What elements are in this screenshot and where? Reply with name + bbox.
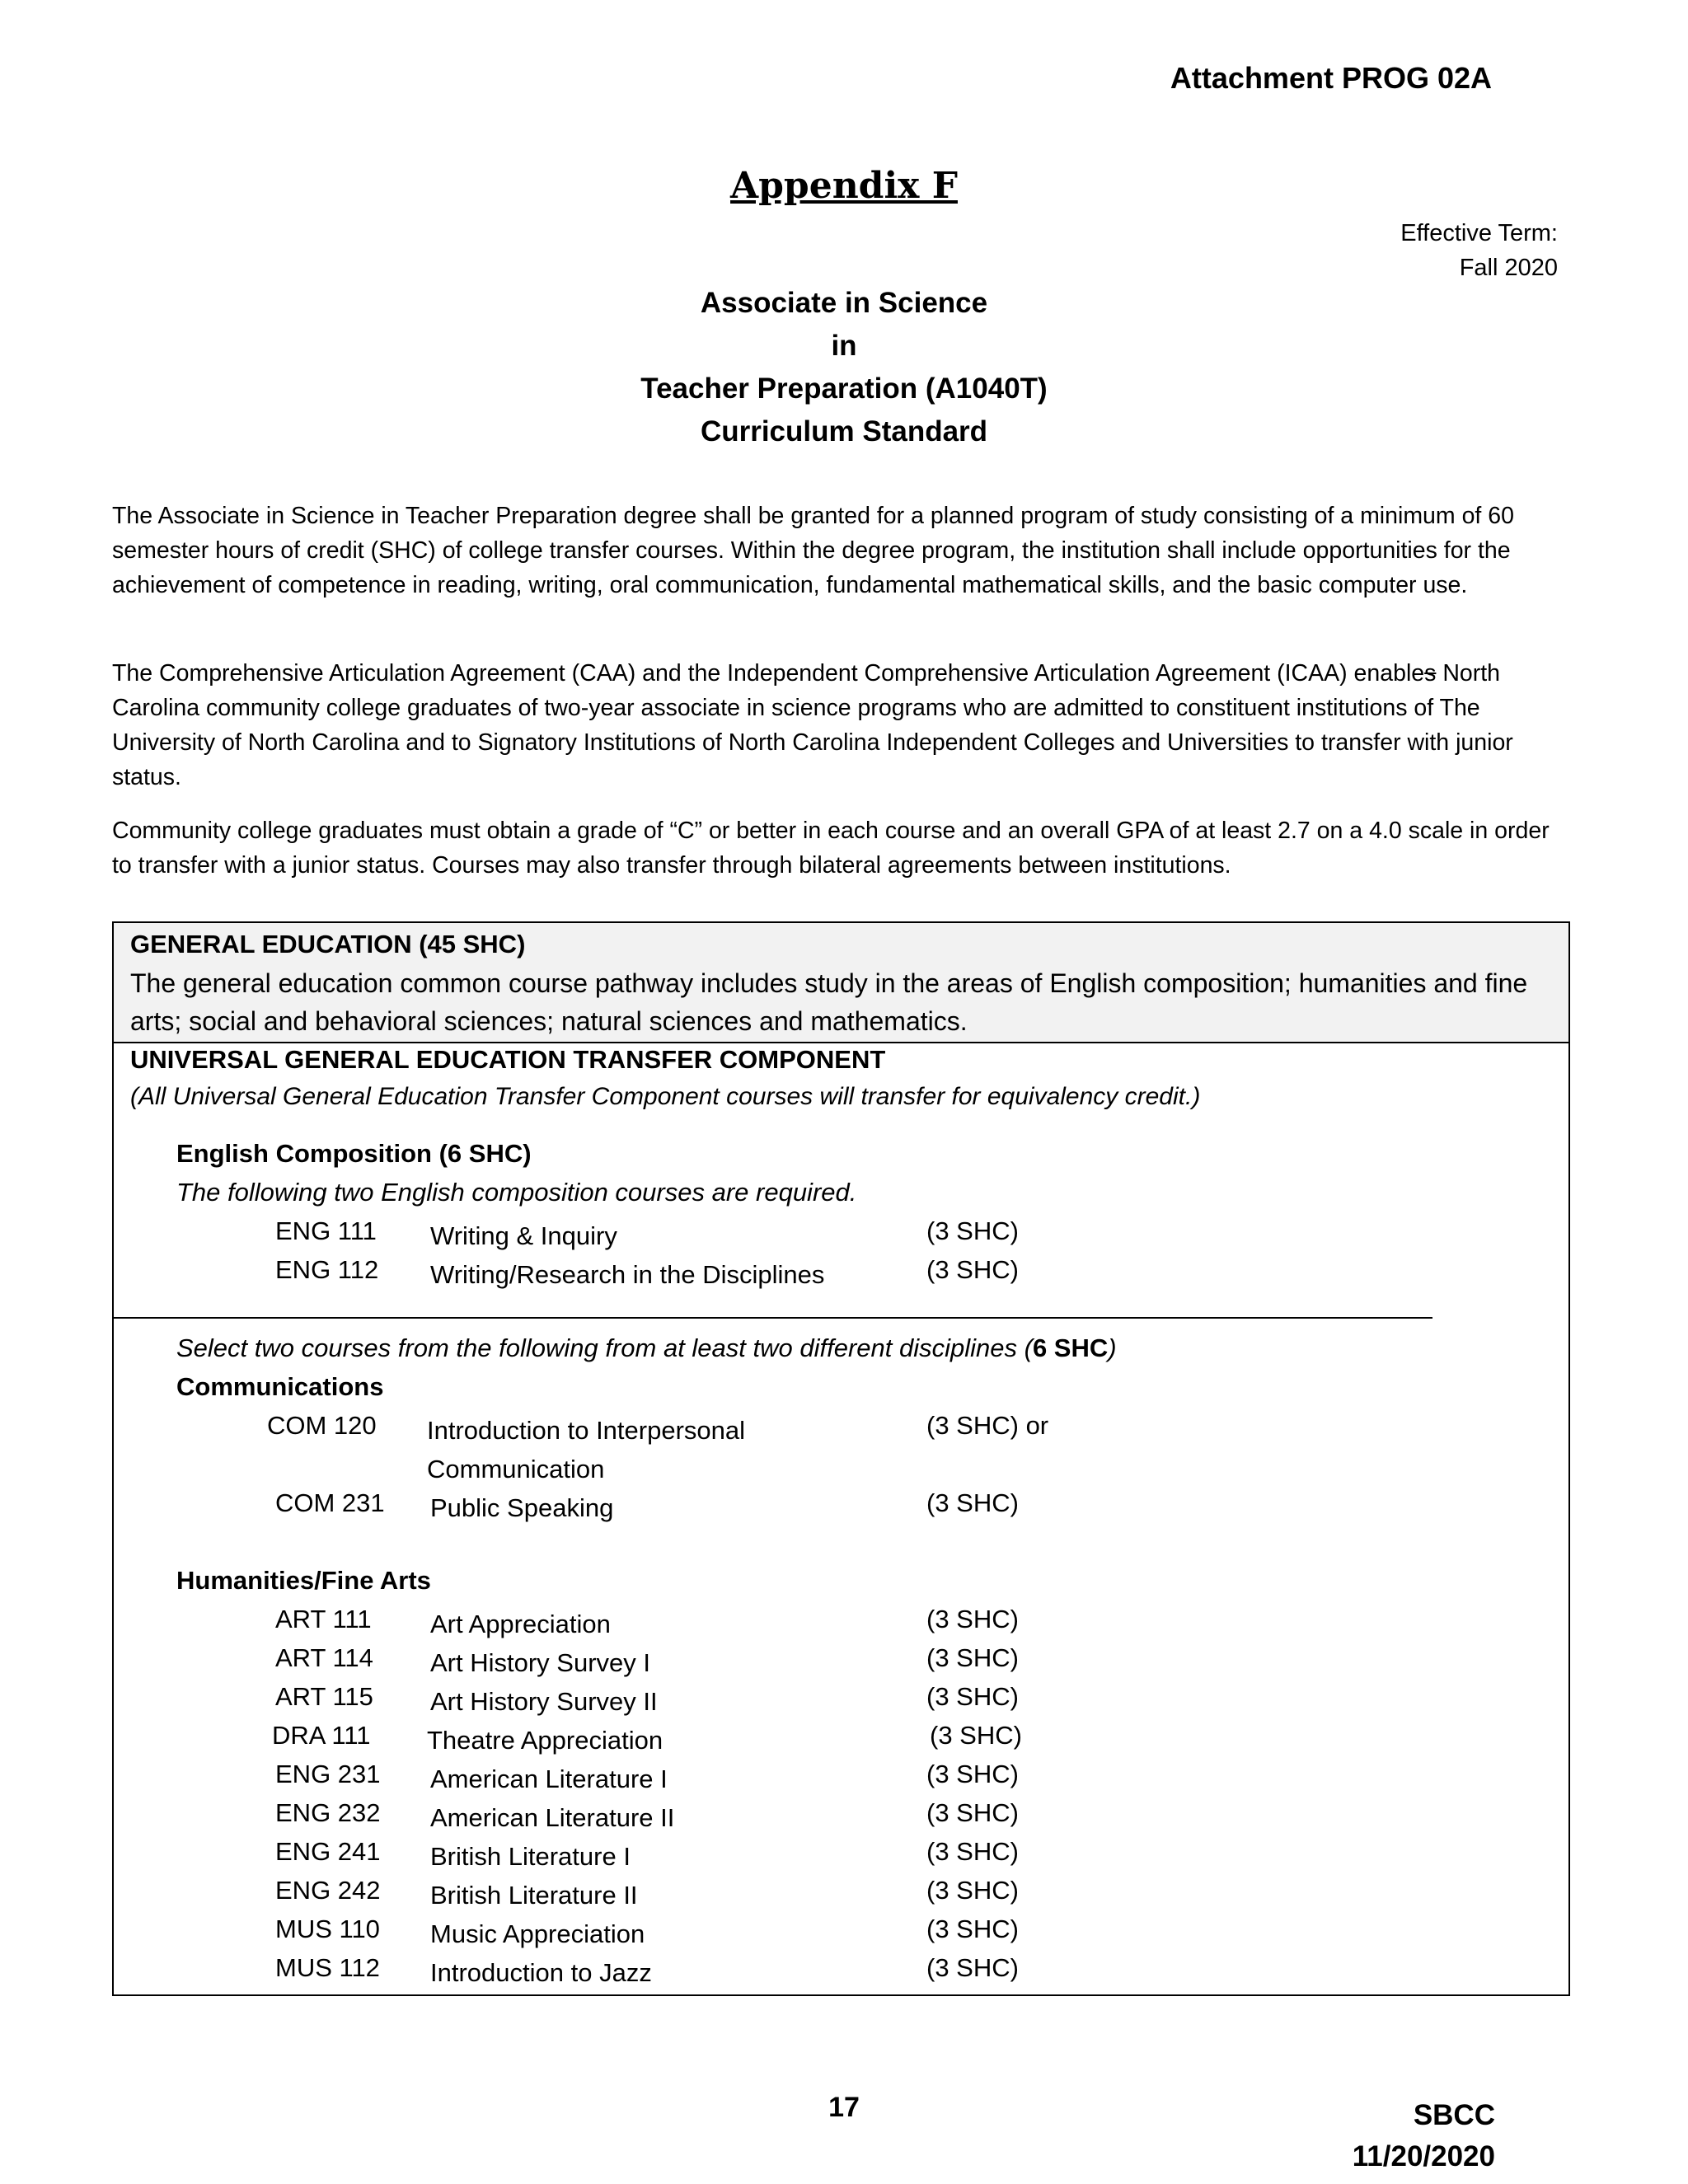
general-education-header <box>114 923 1568 1043</box>
humanities-title: Humanities/Fine Arts <box>176 1566 431 1595</box>
intro-paragraph-2-rest: North Carolina community college graduates of two-year associate in science programs who are admitted to constituent institutions of The University of North Carolina and to Signatory Institutions of North Carolina Independent Colleges and Universities to transfer with junior status. <box>112 660 1513 790</box>
course-code: ENG 112 <box>275 1255 379 1284</box>
course-name: American Literature II <box>430 1803 675 1832</box>
title-line-2: in <box>831 330 857 362</box>
course-name: British Literature I <box>430 1842 631 1871</box>
footer-date: 11/20/2020 <box>1352 2140 1495 2172</box>
intro-paragraph-3: Community college graduates must obtain a grade of “C” or better in each course and an overall GPA of at least 2.7 on a 4.0 scale in order to transfer with a junior status. Courses may also transfer through bilateral agreements between institutions. <box>112 818 1550 879</box>
course-code: ART 115 <box>275 1682 373 1711</box>
select-note-close: ) <box>1108 1333 1117 1362</box>
course-row <box>114 1411 1564 1483</box>
struck-text: s <box>1424 660 1437 687</box>
course-credit: (3 SHC) <box>926 1915 1019 1943</box>
effective-term <box>1236 216 1558 285</box>
course-credit: (3 SHC) <box>926 1760 1019 1788</box>
course-row <box>114 1488 1564 1526</box>
course-credit: (3 SHC) or <box>926 1411 1049 1440</box>
course-credit: (3 SHC) <box>926 1953 1019 1982</box>
course-code: COM 231 <box>275 1488 385 1517</box>
title-line-3: Teacher Preparation (A1040T) <box>640 373 1048 405</box>
course-row <box>114 1643 1564 1681</box>
document-title <box>0 282 1688 453</box>
universal-component-title: UNIVERSAL GENERAL EDUCATION TRANSFER COMPONENT <box>130 1045 886 1074</box>
course-row <box>114 1721 1564 1759</box>
title-line-1: Associate in Science <box>700 287 988 319</box>
intro-paragraph-2 <box>112 656 1563 794</box>
course-name: British Literature II <box>430 1881 638 1910</box>
course-code: DRA 111 <box>272 1721 371 1750</box>
course-row <box>114 1953 1564 1991</box>
course-row <box>114 1605 1564 1643</box>
general-education-description: The general education common course pathway includes study in the areas of English composition; humanities and fine arts; social and behavioral sciences; natural sciences and mathematics. <box>130 968 1528 1036</box>
course-name: Art History Survey I <box>430 1648 650 1677</box>
course-credit: (3 SHC) <box>926 1876 1019 1905</box>
english-composition-title: English Composition (6 SHC) <box>176 1139 532 1168</box>
course-credit: (3 SHC) <box>926 1682 1019 1711</box>
course-credit: (3 SHC) <box>926 1798 1019 1827</box>
course-code: MUS 112 <box>275 1953 380 1982</box>
course-name: Art Appreciation <box>430 1610 611 1638</box>
general-education-table <box>112 921 1570 1996</box>
course-row <box>114 1255 1564 1293</box>
select-courses-note <box>176 1333 1117 1363</box>
course-row <box>114 1760 1564 1797</box>
course-code: ENG 231 <box>275 1760 381 1788</box>
course-code: COM 120 <box>267 1411 377 1440</box>
intro-paragraph-1: The Associate in Science in Teacher Preparation degree shall be granted for a planned program of study consisting of a minimum of 60 semester hours of credit (SHC) of college transfer courses. Within the degree program, the institution shall include opportunities for the achievement of competence in reading, writing, oral communication, fundamental mathematical skills, and the basic computer use. <box>112 503 1514 598</box>
english-composition-note: The following two English composition courses are required. <box>176 1178 857 1207</box>
course-credit: (3 SHC) <box>926 1216 1019 1245</box>
course-code: MUS 110 <box>275 1915 380 1943</box>
course-name: Introduction to Jazz <box>430 1958 652 1987</box>
intro-paragraph-2-text: The Comprehensive Articulation Agreement (CAA) and the Independent Comprehensive Articulation Agreement (ICAA) enable <box>112 660 1425 687</box>
section-divider <box>114 1317 1432 1319</box>
course-name: Art History Survey II <box>430 1687 658 1716</box>
footer-org: SBCC <box>1413 2099 1495 2131</box>
course-credit: (3 SHC) <box>926 1255 1019 1284</box>
course-row <box>114 1915 1564 1952</box>
universal-component-note: (All Universal General Education Transfer Component courses will transfer for equivalency credit.) <box>130 1083 1201 1110</box>
course-row <box>114 1798 1564 1836</box>
select-note-shc: 6 SHC <box>1032 1333 1109 1362</box>
footer-stamp <box>1236 2095 1495 2177</box>
course-code: ENG 242 <box>275 1876 381 1905</box>
course-code: ENG 232 <box>275 1798 381 1827</box>
communications-title: Communications <box>176 1372 384 1401</box>
course-row <box>114 1876 1564 1914</box>
course-credit: (3 SHC) <box>930 1721 1022 1750</box>
select-note-text: Select two courses from the following from at least two different disciplines ( <box>176 1333 1033 1362</box>
effective-term-label: Effective Term: <box>1400 220 1558 246</box>
course-credit: (3 SHC) <box>926 1643 1019 1672</box>
general-education-title: GENERAL EDUCATION (45 SHC) <box>130 930 526 958</box>
course-code: ART 111 <box>275 1605 372 1633</box>
course-name: Introduction to Interpersonal Communication <box>427 1416 746 1483</box>
course-code: ENG 111 <box>275 1216 377 1245</box>
course-credit: (3 SHC) <box>926 1488 1019 1517</box>
effective-term-value: Fall 2020 <box>1459 255 1558 281</box>
course-credit: (3 SHC) <box>926 1837 1019 1866</box>
page-number: 17 <box>828 2092 860 2123</box>
course-name: Writing/Research in the Disciplines <box>430 1260 825 1289</box>
course-name: Writing & Inquiry <box>430 1221 617 1250</box>
course-name: Theatre Appreciation <box>427 1726 663 1755</box>
course-credit: (3 SHC) <box>926 1605 1019 1633</box>
course-code: ART 114 <box>275 1643 373 1672</box>
course-name: Music Appreciation <box>430 1919 645 1948</box>
course-code: ENG 241 <box>275 1837 381 1866</box>
title-line-4: Curriculum Standard <box>700 415 988 448</box>
course-row <box>114 1682 1564 1720</box>
appendix-title: Appendix F <box>730 165 958 207</box>
course-name: American Literature I <box>430 1765 668 1793</box>
course-row <box>114 1837 1564 1875</box>
attachment-label: Attachment PROG 02A <box>1170 61 1492 95</box>
course-row <box>114 1216 1564 1254</box>
course-name: Public Speaking <box>430 1493 614 1522</box>
